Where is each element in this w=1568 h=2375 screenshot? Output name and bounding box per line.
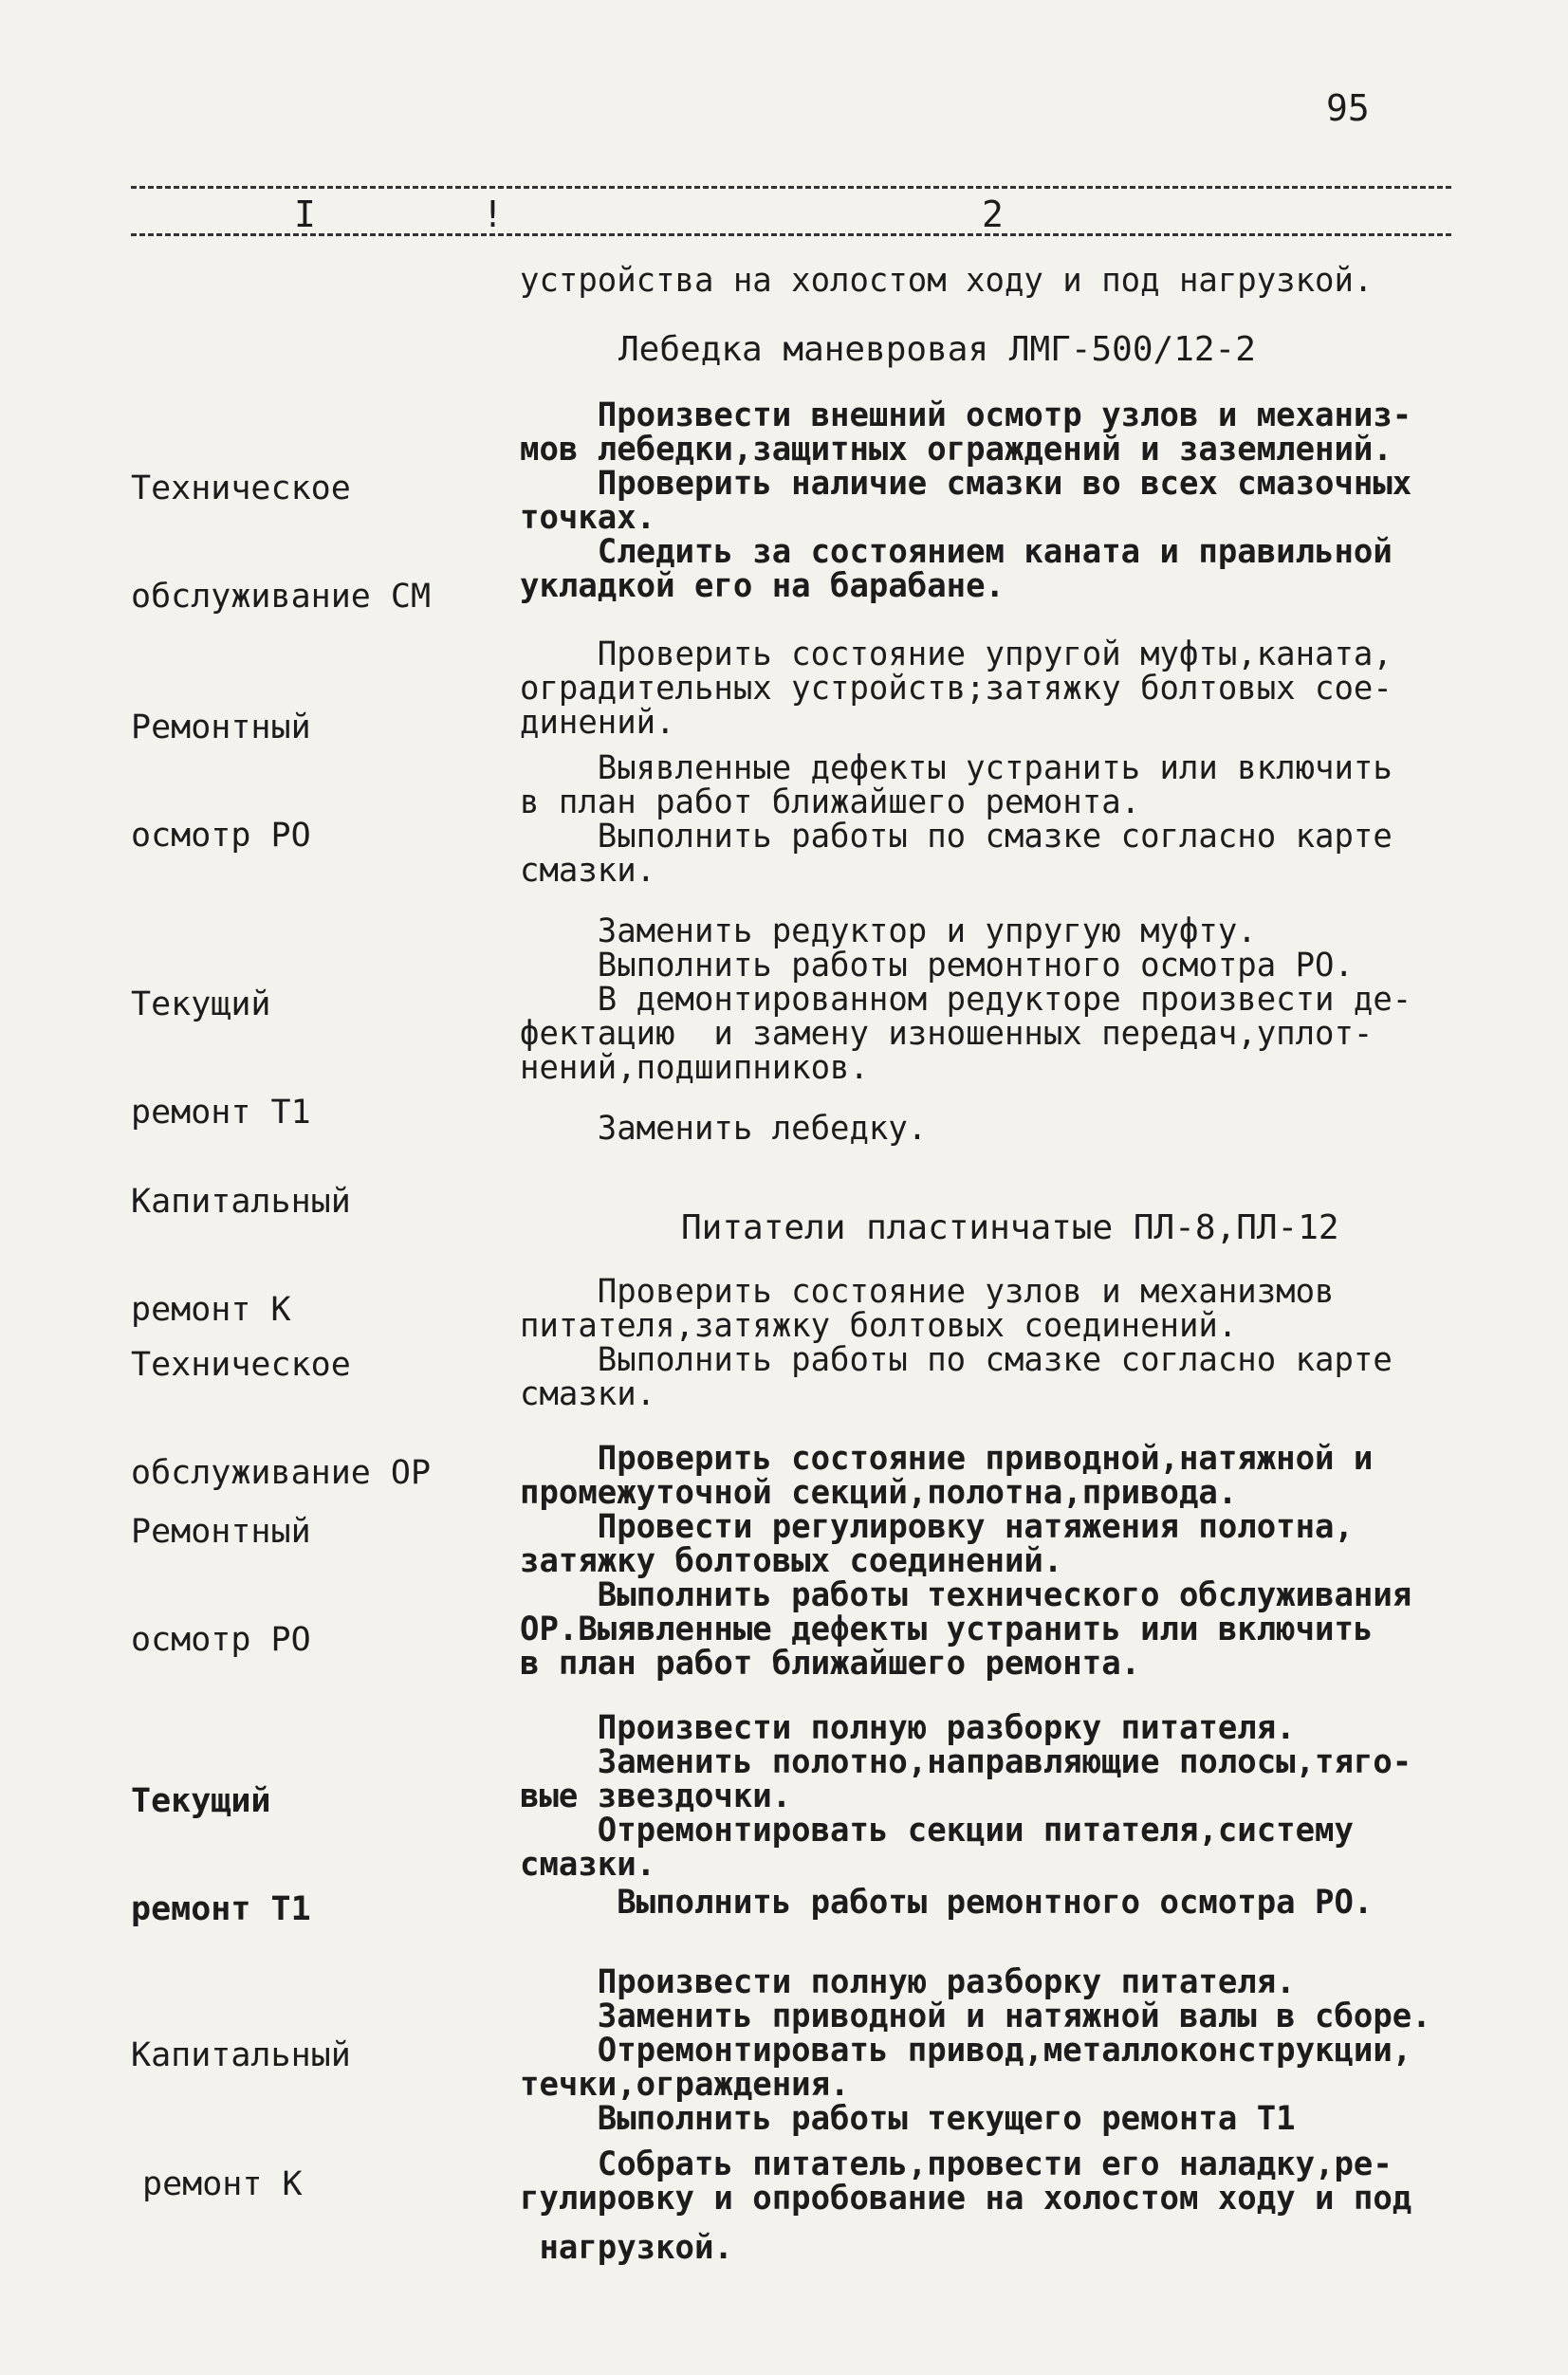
row-text-line: оградительных устройств;затяжку болтовых сое-	[520, 670, 1393, 708]
row-text-line: нений,подшипников.	[520, 1049, 869, 1087]
header-col-1: I	[294, 193, 316, 235]
row-text-line: Выполнить работы текущего ремонта Т1	[520, 2100, 1296, 2138]
row-text-line: динений.	[520, 704, 675, 742]
continuation-line: устройства на холостом ходу и под нагрузкой.	[520, 262, 1374, 300]
row-text-line: смазки.	[520, 1846, 656, 1884]
row-text-line: Выполнить работы ремонтного осмотра РО.	[520, 1884, 1374, 1922]
row-label: Техническое обслуживание ОР	[131, 1346, 432, 1492]
row-label: Техническое обслуживание СМ	[131, 469, 432, 616]
row-text-line: В демонтированном редукторе произвести де-	[520, 981, 1412, 1019]
row-text-line: питателя,затяжку болтовых соединений.	[520, 1307, 1238, 1345]
row-text-line: Выявленные дефекты устранить или включить	[520, 749, 1393, 787]
row-text-line: Заменить полотно,направляющие полосы,тяго-	[520, 1743, 1412, 1781]
page-number: 95	[1326, 87, 1370, 129]
section-title: Питатели пластинчатые ПЛ-8,ПЛ-12	[681, 1208, 1339, 1247]
row-text-line: Собрать питатель,провести его наладку,ре-	[520, 2145, 1393, 2183]
row-text-line: Заменить редуктор и упругую муфту.	[520, 912, 1257, 950]
row-text-line: Произвести внешний осмотр узлов и механиз-	[520, 396, 1412, 434]
row-label: Ремонтный осмотр РО	[131, 709, 311, 855]
row-text-line: нагрузкой.	[520, 2229, 733, 2267]
row-text-line: затяжку болтовых соединений.	[520, 1542, 1063, 1580]
row-label: Ремонтный осмотр РО	[131, 1513, 311, 1659]
row-label: Текущий ремонт Т1	[131, 985, 311, 1132]
row-text-line: Отремонтировать секции питателя,систему	[520, 1812, 1354, 1850]
row-text-line: Заменить лебедку.	[520, 1110, 928, 1148]
header-rule-bottom	[131, 233, 1451, 236]
row-text-line: ОР.Выявленные дефекты устранить или включить	[520, 1611, 1374, 1648]
row-text-line: смазки.	[520, 1375, 656, 1413]
row-text-line: укладкой его на барабане.	[520, 567, 1005, 605]
row-text-line: Заменить приводной и натяжной валы в сборе.	[520, 1998, 1431, 2035]
row-label: Капитальный ремонт К	[131, 1183, 351, 1329]
row-text-line: в план работ ближайшего ремонта.	[520, 1645, 1141, 1683]
row-text-line: мов лебедки,защитных ограждений и заземлений.	[520, 431, 1393, 469]
row-text-line: вые звездочки.	[520, 1777, 792, 1815]
row-text-line: Проверить состояние узлов и механизмов	[520, 1273, 1335, 1311]
row-text-line: Выполнить работы технического обслуживания	[520, 1576, 1412, 1614]
row-text-line: точках.	[520, 499, 656, 537]
row-text-line: Выполнить работы ремонтного осмотра РО.	[520, 947, 1354, 985]
row-text-line: фектацию и замену изношенных передач,уплот-	[520, 1015, 1374, 1053]
row-text-line: Следить за состоянием каната и правильной	[520, 533, 1393, 571]
row-text-line: Выполнить работы по смазке согласно карте	[520, 1341, 1393, 1379]
row-text-line: Проверить наличие смазки во всех смазочных	[520, 465, 1412, 503]
row-text-line: Проверить состояние упругой муфты,каната,	[520, 635, 1393, 673]
header-rule-top	[131, 186, 1451, 189]
row-text-line: Отремонтировать привод,металлоконструкции,	[520, 2032, 1412, 2070]
row-text-line: течки,ограждения.	[520, 2066, 850, 2104]
row-text-line: Произвести полную разборку питателя.	[520, 1963, 1296, 2001]
row-text-line: Произвести полную разборку питателя.	[520, 1709, 1296, 1747]
header-col-2: 2	[982, 193, 1004, 235]
header-separator: !	[482, 193, 504, 235]
row-label: Текущий ремонт Т1	[131, 1782, 311, 1928]
row-text-line: промежуточной секций,полотна,привода.	[520, 1474, 1238, 1512]
row-text-line: Проверить состояние приводной,натяжной и	[520, 1440, 1374, 1478]
row-text-line: Выполнить работы по смазке согласно карте	[520, 818, 1393, 856]
row-text-line: гулировку и опробование на холостом ходу и под	[520, 2180, 1412, 2218]
row-text-line: в план работ ближайшего ремонта.	[520, 783, 1141, 821]
row-text-line: Провести регулировку натяжения полотна,	[520, 1508, 1354, 1546]
row-text-line: смазки.	[520, 852, 656, 890]
section-title: Лебедка маневровая ЛМГ-500/12-2	[618, 330, 1256, 369]
row-label: Капитальный ремонт К	[131, 2036, 351, 2203]
